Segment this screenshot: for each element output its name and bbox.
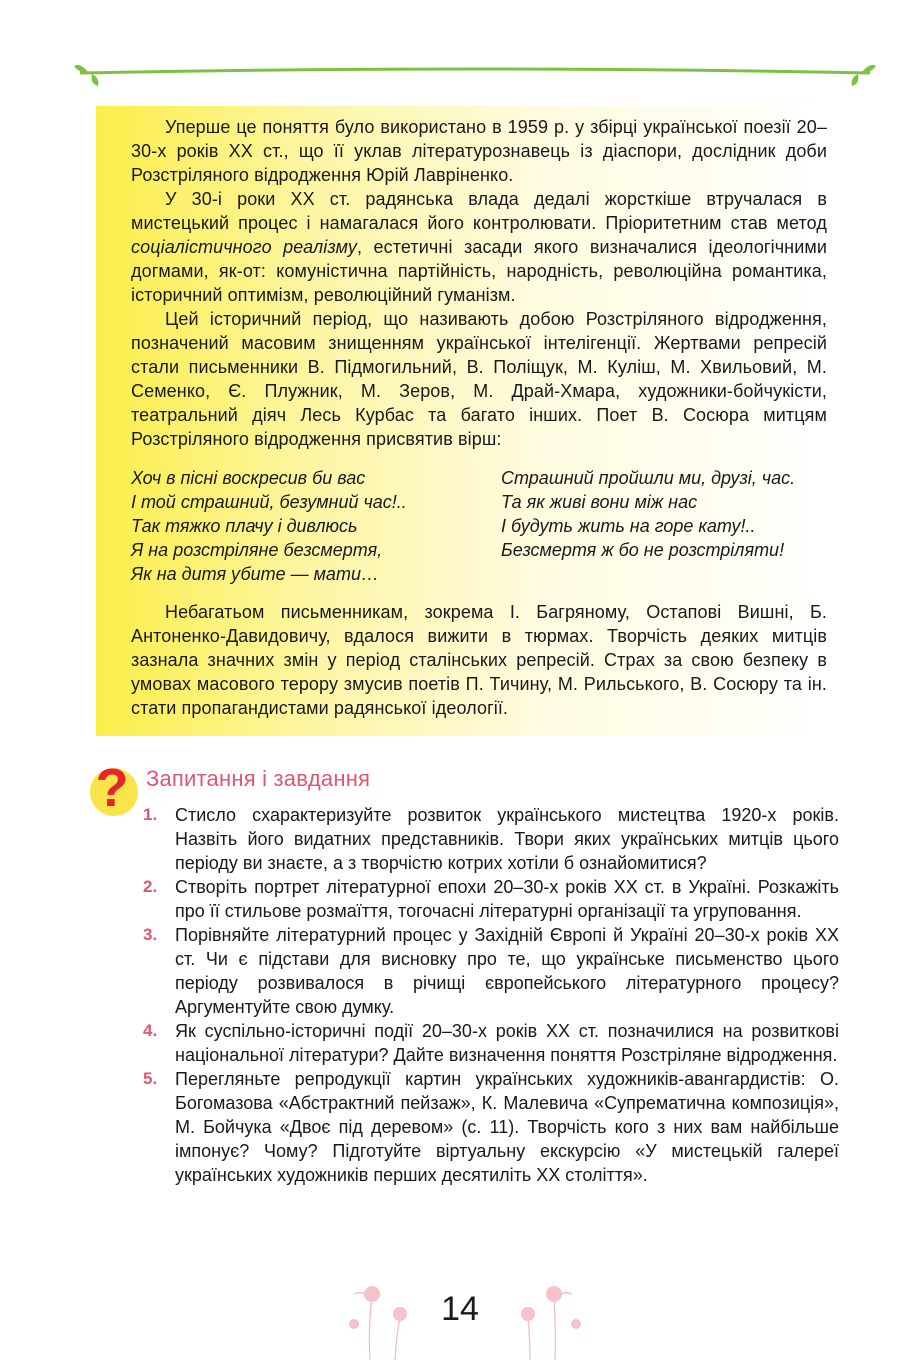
paragraph-2-italic: соціалістичного реалізму bbox=[131, 237, 358, 257]
poem-line: Я на розстріляне безсмертя, bbox=[131, 540, 383, 560]
question-mark-icon bbox=[88, 760, 140, 818]
task-item bbox=[139, 923, 839, 1019]
task-item bbox=[139, 875, 839, 923]
paragraph-4: Небагатьом письменникам, зокрема І. Багряному, Остапові Вишні, Б. Антоненко-Давидовичу, вдалося вижити в тюрмах. Творчість деяких митців зазнала значних змін у період сталінських репресій. Страх за свою безпеку в умовах масового терору змусив поетів П. Тичину, М. Рильського, В. Сосюру та ін. стати пропагандистами радянської ідеології. bbox=[131, 602, 827, 718]
poem-right-column bbox=[501, 466, 795, 562]
task-item bbox=[139, 803, 839, 875]
paragraph-2 bbox=[131, 187, 827, 307]
task-number: 4. bbox=[143, 1021, 158, 1040]
task-number: 2. bbox=[143, 877, 158, 896]
task-list bbox=[139, 803, 839, 1187]
paragraph-2-end: , естетичні засади якого визначалися ідеологічними догмами, як-от: комуністична партійність, народність, революційна романтика, історичний оптимізм, революційний гуманізм. bbox=[131, 237, 827, 305]
task-item bbox=[139, 1019, 839, 1067]
task-text: Стисло схарактеризуйте розвиток українського мистецтва 1920-х років. Назвіть його видатних представників. Твори яких українських митців цього періоду ви знаєте, а з творчістю котрих хотіли б ознайомитися? bbox=[175, 805, 839, 873]
task-item bbox=[139, 1067, 839, 1187]
poem-left-column bbox=[131, 466, 407, 586]
task-number: 3. bbox=[143, 925, 158, 944]
task-number: 1. bbox=[143, 805, 158, 824]
poem-line: І той страшний, безумний час!.. bbox=[131, 492, 407, 512]
task-text: Створіть портрет літературної епохи 20–30-х років ХХ ст. в Україні. Розкажіть про її стильове розмаїття, тогочасні літературні організації та угруповання. bbox=[175, 877, 839, 921]
svg-text:?: ? bbox=[95, 760, 129, 818]
task-text: Як суспільно-історичні події 20–30-х років ХХ ст. позначилися на розвиткові національної літератури? Дайте визначення поняття Розстріляне відродження. bbox=[175, 1021, 839, 1065]
poem-line: І будуть жить на горе кату!.. bbox=[501, 516, 756, 536]
task-number: 5. bbox=[143, 1069, 158, 1088]
poem-line: Страшний пройшли ми, друзі, час. bbox=[501, 468, 796, 488]
flower-left-icon bbox=[340, 1268, 420, 1360]
poem bbox=[131, 466, 827, 586]
page-number: 14 bbox=[441, 1290, 479, 1328]
paragraph-1: Уперше це поняття було використано в 1959 р. у збірці української поезії 20–30-х років ХХ ст., що її уклав літературознавець із діаспори, дослідник доби Розстріляного відродження Юрій Лавріненко. bbox=[131, 117, 827, 185]
poem-line: Безсмертя ж бо не розстріляти! bbox=[501, 540, 785, 560]
flower-right-icon bbox=[510, 1268, 590, 1360]
main-text bbox=[131, 115, 827, 720]
poem-line: Як на дитя убите — мати… bbox=[131, 564, 379, 584]
poem-line: Та як живі вони між нас bbox=[501, 492, 698, 512]
task-text: Порівняйте літературний процес у Західній Європі й Україні 20–30-х років ХХ ст. Чи є підстави для висновку про те, що українське письменство цього періоду розвивалося в річищі європейського літературного процесу? Аргументуйте свою думку. bbox=[175, 925, 839, 1017]
poem-line: Так тяжко плачу і дивлюсь bbox=[131, 516, 358, 536]
questions-title: Запитання і завдання bbox=[146, 766, 371, 791]
task-text: Перегляньте репродукції картин українських художників-авангардистів: О. Богомазова «Абстрактний пейзаж», К. Малевича «Супрематична композиція», М. Бойчука «Двоє під деревом» (с. 11). Творчість кого з них вам найбільше імпонує? Чому? Підготуйте віртуальну екскурсію «У мистецькій галереї українських художників перших десятиліть ХХ століття». bbox=[175, 1069, 839, 1185]
paragraph-3: Цей історичний період, що називають добою Розстріляного відродження, позначений масовим знищенням української інтелігенції. Жертвами репресій стали письменники В. Підмогильний, В. Поліщук, М. Куліш, М. Хвильовий, М. Семенко, Є. Плужник, М. Зеров, М. Драй-Хмара, художники-бойчукісти, театральний діяч Лесь Курбас та багато інших. Поет В. Сосюра митцям Розстріляного відродження присвятив вірш: bbox=[131, 309, 827, 449]
vine-divider-icon bbox=[70, 55, 880, 91]
poem-line: Хоч в пісні воскресив би вас bbox=[131, 468, 366, 488]
paragraph-2-start: У 30-і роки ХХ ст. радянська влада дедалі жорсткіше втручалася в мистецький процес і намагалася його контролювати. Пріоритетним став метод bbox=[131, 189, 827, 233]
